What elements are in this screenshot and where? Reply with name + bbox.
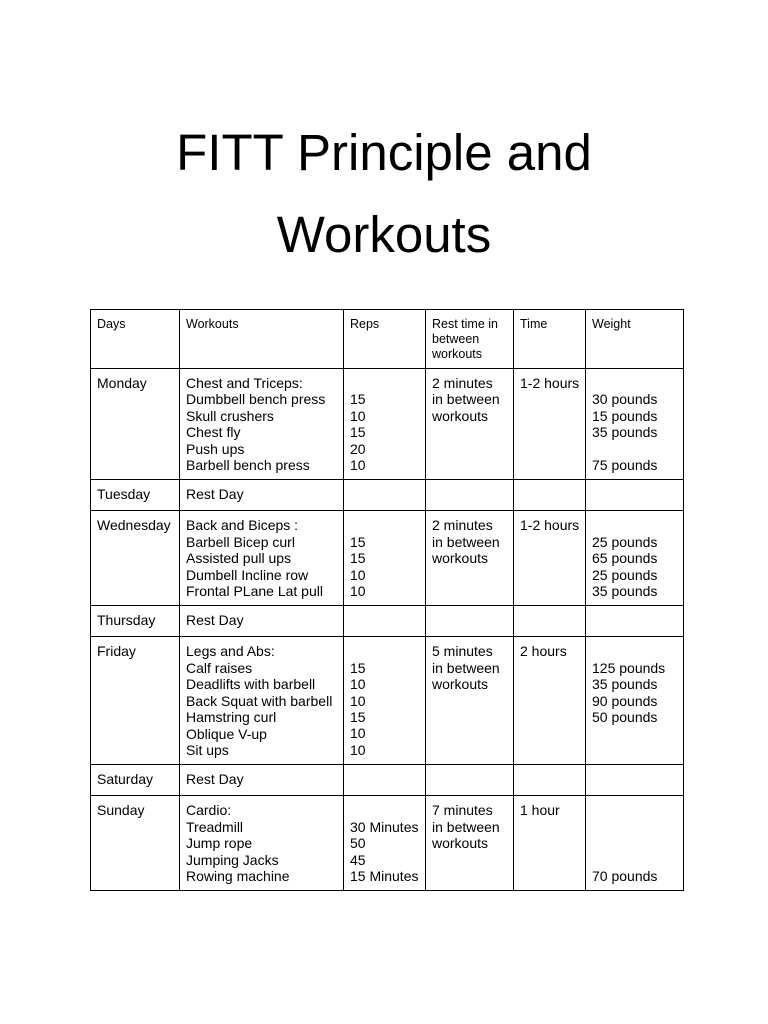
- workouts-cell: [180, 796, 344, 891]
- reps-cell-line: 10: [350, 692, 366, 709]
- reps-cell-line: 30 Minutes: [350, 818, 419, 835]
- day-cell: Friday: [91, 637, 180, 765]
- rest-time-cell: [426, 765, 514, 796]
- workouts-cell-line: Jump rope: [186, 835, 253, 852]
- reps-cell-line: 15: [350, 424, 366, 441]
- workouts-cell-line: Dumbbell bench press: [186, 391, 326, 408]
- weight-cell-line: 50 pounds: [592, 709, 658, 726]
- workouts-cell-line: Push ups: [186, 440, 245, 457]
- weight-cell-line: 35 pounds: [592, 676, 658, 693]
- workouts-cell-line: Dumbell Incline row: [186, 566, 309, 583]
- day-cell: Sunday: [91, 796, 180, 891]
- workouts-cell: [180, 606, 344, 637]
- day-cell: Saturday: [91, 765, 180, 796]
- weight-cell-line: 75 pounds: [592, 457, 658, 473]
- table-row: [91, 369, 684, 480]
- rest-time-cell: [426, 480, 514, 511]
- day-cell: Wednesday: [91, 511, 180, 606]
- time-cell: [514, 606, 586, 637]
- reps-cell-line: 15: [350, 709, 366, 726]
- reps-cell-line: [350, 643, 419, 659]
- workouts-cell: [180, 511, 344, 606]
- weight-cell-line: [592, 835, 677, 851]
- workouts-cell: [180, 369, 344, 480]
- weight-cell-line: [592, 802, 677, 818]
- workouts-cell-line: Sit ups: [186, 741, 229, 758]
- page-title-line-1: FITT Principle and: [176, 124, 592, 181]
- weight-cell-line: 35 pounds: [592, 424, 658, 441]
- table-header-row: [91, 310, 684, 369]
- fitt-workout-table: [90, 309, 684, 891]
- weight-cell: [586, 606, 684, 637]
- weight-cell-line: 25 pounds: [592, 533, 658, 550]
- reps-cell: [344, 369, 426, 480]
- table-body: [91, 310, 684, 891]
- workouts-cell-line: Frontal PLane Lat pull: [186, 583, 323, 600]
- workouts-cell-line: Rest Day: [186, 612, 244, 629]
- workouts-cell-line: Cardio:: [186, 802, 232, 819]
- reps-cell: [344, 637, 426, 765]
- rest-time-cell: 2 minutes in between workouts: [426, 511, 514, 606]
- reps-cell-line: 15: [350, 550, 366, 567]
- header-weight: Weight: [586, 310, 684, 369]
- rest-time-cell: 2 minutes in between workouts: [426, 369, 514, 480]
- time-cell: [514, 480, 586, 511]
- page-title: [0, 112, 768, 276]
- reps-cell-line: 50: [350, 835, 366, 852]
- time-cell: [514, 765, 586, 796]
- workouts-cell-line: Skull crushers: [186, 407, 274, 424]
- reps-cell: [344, 511, 426, 606]
- reps-cell-line: 45: [350, 851, 366, 868]
- reps-cell-line: [350, 802, 419, 818]
- day-cell: Thursday: [91, 606, 180, 637]
- reps-cell-line: 15: [350, 533, 366, 550]
- time-cell: 1-2 hours: [514, 511, 586, 606]
- weight-cell-line: [592, 375, 677, 391]
- weight-cell: [586, 480, 684, 511]
- workouts-cell-line: Assisted pull ups: [186, 550, 292, 567]
- reps-cell-line: 15 Minutes: [350, 867, 419, 884]
- reps-cell-line: 10: [350, 741, 366, 758]
- header-time: Time: [514, 310, 586, 369]
- header-rest-time: Rest time in between workouts: [426, 310, 514, 369]
- weight-cell-line: [592, 851, 677, 867]
- weight-cell-line: 90 pounds: [592, 692, 658, 709]
- rest-time-cell: 7 minutes in between workouts: [426, 796, 514, 891]
- reps-cell-line: 15: [350, 659, 366, 676]
- weight-cell-line: [592, 441, 677, 457]
- reps-cell-line: 20: [350, 440, 366, 457]
- weight-cell-line: 70 pounds: [592, 867, 658, 884]
- workouts-cell-line: Chest and Triceps:: [186, 375, 303, 391]
- reps-cell: [344, 606, 426, 637]
- header-workouts: Workouts: [180, 310, 344, 369]
- header-reps: Reps: [344, 310, 426, 369]
- weight-cell-line: 35 pounds: [592, 583, 658, 600]
- weight-cell-line: [592, 517, 677, 533]
- time-cell: 1-2 hours: [514, 369, 586, 480]
- workouts-cell-line: Back and Biceps :: [186, 517, 299, 534]
- reps-cell-line: 10: [350, 457, 366, 474]
- weight-cell: [586, 765, 684, 796]
- workouts-cell-line: Rest Day: [186, 486, 244, 503]
- weight-cell-line: [592, 819, 677, 835]
- workouts-cell: [180, 637, 344, 765]
- weight-cell-line: 25 pounds: [592, 566, 658, 583]
- day-cell: Tuesday: [91, 480, 180, 511]
- reps-cell: [344, 796, 426, 891]
- weight-cell-line: 30 pounds: [592, 391, 658, 408]
- workouts-cell-line: Barbell Bicep curl: [186, 533, 295, 550]
- table-row: [91, 637, 684, 765]
- header-days: Days: [91, 310, 180, 369]
- weight-cell-line: 15 pounds: [592, 407, 658, 424]
- table-row: [91, 796, 684, 891]
- workouts-cell-line: Barbell bench press: [186, 457, 310, 474]
- table-row: [91, 511, 684, 606]
- table-row: [91, 480, 684, 511]
- rest-time-cell: [426, 606, 514, 637]
- workouts-cell-line: Rowing machine: [186, 867, 290, 884]
- day-cell: Monday: [91, 369, 180, 480]
- reps-cell-line: 10: [350, 566, 366, 583]
- weight-cell-line: [592, 643, 677, 659]
- time-cell: 2 hours: [514, 637, 586, 765]
- weight-cell: [586, 637, 684, 765]
- reps-cell-line: [350, 375, 419, 391]
- weight-cell: [586, 511, 684, 606]
- weight-cell-line: 125 pounds: [592, 659, 666, 676]
- workouts-cell-line: Rest Day: [186, 771, 244, 788]
- time-cell: 1 hour: [514, 796, 586, 891]
- workouts-cell-line: Jumping Jacks: [186, 851, 279, 868]
- workouts-cell-line: Deadlifts with barbell: [186, 676, 316, 693]
- reps-cell-line: 10: [350, 676, 366, 693]
- page-title-line-2: Workouts: [276, 206, 492, 263]
- reps-cell-line: 10: [350, 583, 366, 600]
- workouts-cell-line: Chest fly: [186, 424, 241, 441]
- workouts-cell-line: Hamstring curl: [186, 709, 277, 726]
- workouts-cell-line: Back Squat with barbell: [186, 692, 333, 709]
- table-row: [91, 606, 684, 637]
- workouts-cell: [180, 765, 344, 796]
- rest-time-cell: 5 minutes in between workouts: [426, 637, 514, 765]
- workouts-cell: [180, 480, 344, 511]
- weight-cell: [586, 369, 684, 480]
- reps-cell: [344, 480, 426, 511]
- reps-cell-line: 10: [350, 725, 366, 742]
- weight-cell-line: 65 pounds: [592, 550, 658, 567]
- reps-cell-line: [350, 517, 419, 533]
- workouts-cell-line: Treadmill: [186, 818, 244, 835]
- reps-cell: [344, 765, 426, 796]
- reps-cell-line: 15: [350, 391, 366, 408]
- workouts-cell-line: Calf raises: [186, 659, 253, 676]
- workouts-cell-line: Legs and Abs:: [186, 643, 275, 660]
- table-row: [91, 765, 684, 796]
- reps-cell-line: 10: [350, 407, 366, 424]
- weight-cell: [586, 796, 684, 891]
- workouts-cell-line: Oblique V-up: [186, 725, 267, 742]
